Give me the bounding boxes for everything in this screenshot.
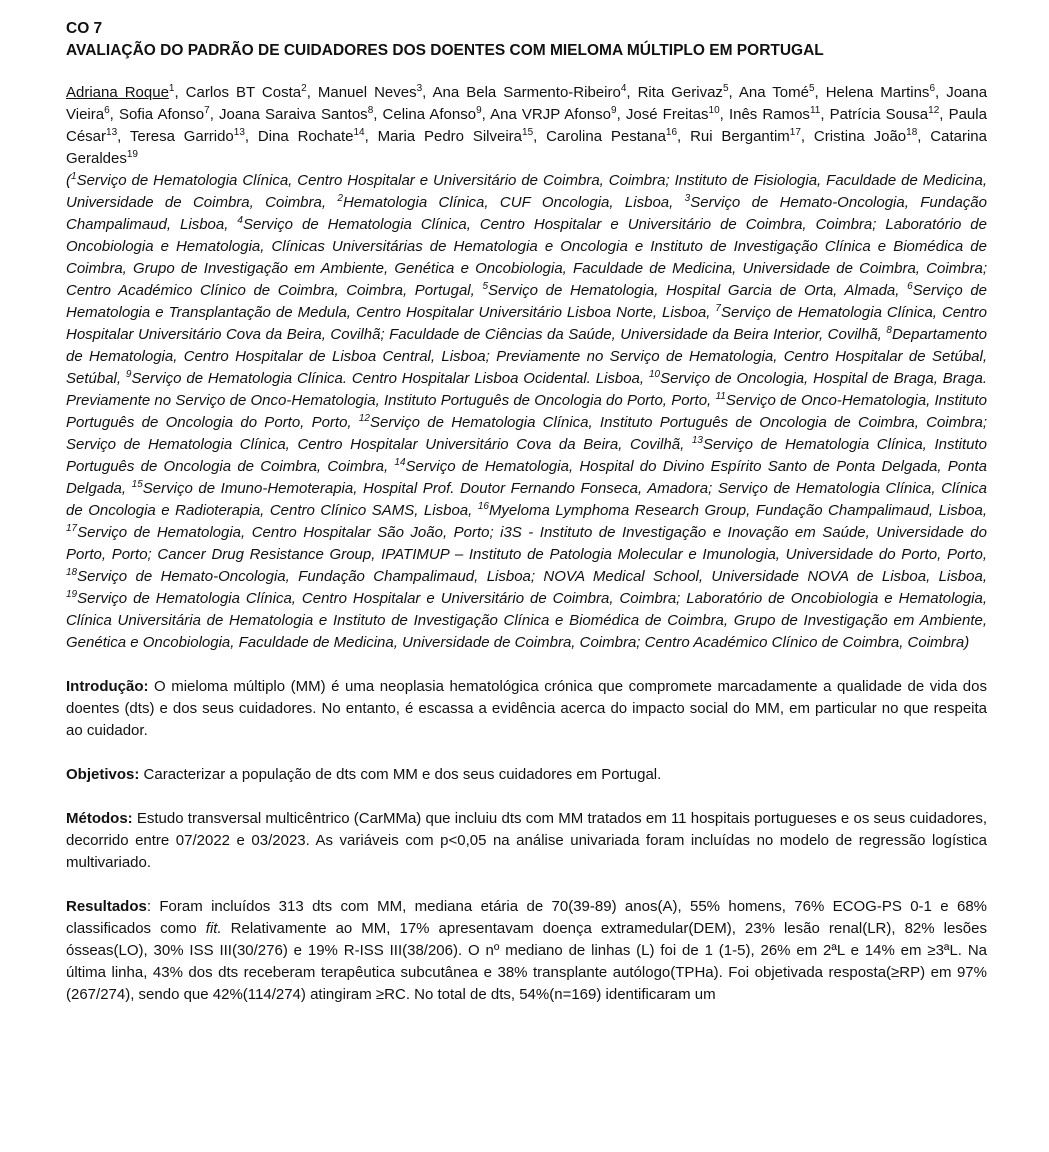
author-affiliation-number: 1 xyxy=(168,83,175,94)
affiliation-text: Serviço de Hematologia Clínica, Instituto Português de Oncologia de Coimbra, Coimbra; Serviço de Hematologia Clínica, Centro Hospitalar Universitário Cova da Beira, Covilhã, xyxy=(66,414,987,453)
affiliation-text: Serviço de Hematologia Clínica, Centro Hospitalar Universitário Cova da Beira, Covilhã; Faculdade de Ciências da Saúde, Universidade da Beira Interior, Covilhã, xyxy=(66,304,987,343)
author-name: Paula César xyxy=(66,106,987,145)
section-text: Caracterizar a população de dts com MM e dos seus cuidadores em Portugal. xyxy=(139,766,662,783)
author-affiliation-number: 19 xyxy=(126,149,138,160)
affiliation-number: 4 xyxy=(237,215,243,226)
author-name: Dina Rochate xyxy=(257,128,354,145)
author-affiliation-number: 10 xyxy=(708,105,720,116)
affiliation-text: Serviço de Hematologia, Centro Hospitalar São João, Porto; i3S - Instituto de Investigação e Inovação em Saúde, Universidade do Porto, Porto; Cancer Drug Resistance Group, IPATIMUP – Instituto de Patologia Molecular e Imunologia, Universidade do Porto, Porto, xyxy=(66,524,987,563)
affiliation-number: 9 xyxy=(125,369,132,380)
section-methods xyxy=(66,808,987,874)
section-text: : Foram incluídos 313 dts com MM, mediana etária de 70(39-89) anos(A), 55% homens, 76% ECOG-PS 0-1 e 68% classificados como xyxy=(66,898,987,937)
author-affiliation-number: 17 xyxy=(789,127,801,138)
author-name: Maria Pedro Silveira xyxy=(377,128,523,145)
author-affiliation-number: 5 xyxy=(808,83,815,94)
author-affiliation-number: 2 xyxy=(301,83,307,94)
affiliation-number: 18 xyxy=(66,567,78,578)
author-affiliation-number: 18 xyxy=(906,127,918,138)
affiliation-number: 7 xyxy=(715,303,721,314)
affiliation-number: 5 xyxy=(482,281,488,292)
affiliation-text: Serviço de Onco-Hematologia, Instituto Português de Oncologia do Porto, Porto, xyxy=(66,392,987,431)
author-name: Ana VRJP Afonso xyxy=(490,106,611,123)
author-affiliation-number: 6 xyxy=(929,83,935,94)
author-name: Carlos BT Costa xyxy=(185,84,302,101)
affiliation-text: Serviço de Hematologia e Transplantação de Medula, Centro Hospitalar Universitário Lisboa Norte, Lisboa, xyxy=(66,282,987,321)
author-affiliation-number: 15 xyxy=(522,127,534,138)
author-affiliation-number: 13 xyxy=(233,127,245,138)
section-label: Introdução: xyxy=(66,678,149,695)
section-label: Métodos: xyxy=(66,810,133,827)
author-name: Catarina Geraldes xyxy=(66,128,987,167)
affiliation-text: Serviço de Hematologia, Hospital do Divino Espírito Santo de Ponta Delgada, Ponta Delgada, xyxy=(66,458,987,497)
affiliation-number: 1 xyxy=(71,171,77,182)
author-list: Adriana Roque$^1$, Carlos BT Costa$^2$, Manuel Neves$^3$, Ana Bela Sarmento-Ribeiro$^4$, Rita Gerivaz$^5$, Ana Tomé$^5$, Helena Martins$^6$, Joana Vieira$^6$, Sofia Afonso$^7$, Joana Saraiva Santos$^8$, Celina Afonso$^9$, Ana VRJP Afonso$^9$, José Freitas$^{10}$, Inês Ramos$^{11}$, Patrícia Sousa$^{12}$, Paula César$^{13}$, Teresa Garrido$^{13}$, Dina Rochate$^{14}$, Maria Pedro Silveira$^{15}$, Carolina Pestana$^{16}$, Rui Bergantim$^{17}$, Cristina João$^{18}$, Catarina Geraldes$^{19}$ xyxy=(66,83,988,167)
author-name: Teresa Garrido xyxy=(129,128,234,145)
author-name: Ana Tomé xyxy=(738,84,809,101)
author-name: José Freitas xyxy=(625,106,709,123)
section-text: Relativamente ao MM, 17% apresentavam doença extramedular(DEM), 23% lesão renal(LR), 82% lesões ósseas(LO), 30% ISS III(30/276) e 19% R-ISS III(38/206). O nº mediano de linhas (L) foi de 1 (1-5), 26% em 2ªL e 14% em ≥3ªL. Na última linha, 43% dos dts receberam terapêutica subcutânea e 38% transplante autólogo(TPHa). Foi objetivada resposta(≥RP) em 97%(267/274), sendo que 42%(114/274) atingiram ≥RC. No total de dts, 54%(n=169) identificaram um xyxy=(66,920,987,1003)
affiliation-number: 10 xyxy=(648,369,661,380)
affiliation-text: Serviço de Oncologia, Hospital de Braga, Braga. Previamente no Serviço de Onco-Hematologia, Instituto Português de Oncologia do Porto, Porto, xyxy=(66,370,987,409)
author-name: Rui Bergantim xyxy=(690,128,790,145)
author-affiliation-number: 14 xyxy=(353,127,365,138)
section-text: Estudo transversal multicêntrico (CarMMa) que incluiu dts com MM tratados em 11 hospitais portugueses e os seus cuidadores, decorrido entre 07/2022 e 03/2023. As variáveis com p<0,05 na análise univariada foram incluídas no modelo de regressão logística multivariado. xyxy=(66,810,987,871)
section-label: Resultados xyxy=(66,898,147,915)
affiliation-text: Departamento de Hematologia, Centro Hospitalar de Lisboa Central, Lisboa; Previamente no Serviço de Hematologia, Centro Hospitalar de Setúbal, Setúbal, xyxy=(66,326,987,387)
affiliation-text: Serviço de Hematologia Clínica, Centro Hospitalar e Universitário de Coimbra, Coimbra; Laboratório de Oncobiologia e Hematologia, Clínica Universitária de Hematologia e Instituto de Investigação Clínica e Biomédica de Coimbra, Grupo de Investigação em Ambiente, Genética e Oncobiologia, Faculdade de Medicina, Universidade de Coimbra, Coimbra; Centro Académico Clínico de Coimbra, Coimbra xyxy=(66,590,987,651)
affiliation-number: 8 xyxy=(886,325,892,336)
abstract-title: AVALIAÇÃO DO PADRÃO DE CUIDADORES DOS DOENTES COM MIELOMA MÚLTIPLO EM PORTUGAL xyxy=(66,42,824,59)
affiliation-number: 6 xyxy=(907,281,913,292)
author-affiliation-number: 4 xyxy=(620,83,627,94)
affiliation-text: Myeloma Lymphoma Research Group, Fundação Champalimaud, Lisboa, xyxy=(488,502,987,519)
author-affiliation-number: 3 xyxy=(416,83,423,94)
author-name: Rita Gerivaz xyxy=(637,84,723,101)
author-name: Ana Bela Sarmento-Ribeiro xyxy=(432,84,621,101)
affiliation-text: Serviço de Hematologia, Hospital Garcia de Orta, Almada, xyxy=(488,282,908,299)
affiliation-number: 16 xyxy=(477,501,489,512)
affiliation-number: 2 xyxy=(337,193,343,204)
author-affiliation-number: 6 xyxy=(104,105,110,116)
affiliation-text: Serviço de Hemato-Oncologia, Fundação Champalimaud, Lisboa; NOVA Medical School, Universidade NOVA de Lisboa, Lisboa, xyxy=(77,568,987,585)
author-name: Joana Saraiva Santos xyxy=(219,106,368,123)
affiliation-number: 17 xyxy=(66,523,78,534)
abstract-code: CO 7 xyxy=(66,20,103,37)
affiliation-close-paren: ) xyxy=(964,634,970,651)
affiliation-number: 11 xyxy=(715,391,726,402)
affiliation-number: 14 xyxy=(394,457,406,468)
author-name: Carolina Pestana xyxy=(546,128,666,145)
author-name: Sofia Afonso xyxy=(118,106,205,123)
section-label: Objetivos: xyxy=(66,766,140,783)
affiliation-number: 3 xyxy=(684,193,691,204)
author-name: Inês Ramos xyxy=(728,106,810,123)
author-affiliation-number: 16 xyxy=(665,127,678,138)
section-text: O mieloma múltiplo (MM) é uma neoplasia hematológica crónica que compromete marcadamente a qualidade de vida dos doentes (dts) e dos seus cuidadores. No entanto, é escassa a evidência acerca do impacto social do MM, em particular no que respeita ao cuidador. xyxy=(66,678,987,739)
affiliation-text: Serviço de Hemato-Oncologia, Fundação Champalimaud, Lisboa, xyxy=(66,194,987,233)
author-name: Celina Afonso xyxy=(382,106,477,123)
author-affiliation-number: 11 xyxy=(809,105,821,116)
author-affiliation-number: 7 xyxy=(204,105,210,116)
author-affiliation-number: 5 xyxy=(722,83,729,94)
affiliation-number: 19 xyxy=(66,589,78,600)
affiliation-open-paren: ( xyxy=(66,172,71,189)
author-affiliation-number: 12 xyxy=(928,105,940,116)
author-name: Manuel Neves xyxy=(317,84,417,101)
section-introduction xyxy=(66,676,987,742)
author-affiliation-number: 9 xyxy=(611,105,617,116)
affiliation-text: Serviço de Hematologia Clínica, Centro Hospitalar e Universitário de Coimbra, Coimbra; Laboratório de Oncobiologia e Hematologia, Clínicas Universitárias de Hematologia e Oncologia e Instituto de Investigação Clínica e Biomédica de Coimbra, Grupo de Investigação em Ambiente, Genética e Oncobiologia, Faculdade de Medicina, Universidade de Coimbra, Coimbra; Centro Académico Clínico de Coimbra, Coimbra, Portugal, xyxy=(66,216,987,299)
author-name: Adriana Roque xyxy=(66,84,169,101)
section-text-italic: fit. xyxy=(205,920,222,937)
author-affiliation-number: 8 xyxy=(367,105,374,116)
author-affiliation-number: 9 xyxy=(476,105,482,116)
affiliation-number: 13 xyxy=(691,435,703,446)
affiliation-text: Serviço de Hematologia Clínica, Centro Hospitalar e Universitário de Coimbra, Coimbra; Instituto de Fisiologia, Faculdade de Medicina, Universidade de Coimbra, Coimbra, xyxy=(66,172,987,211)
affiliation-text: Serviço de Hematologia Clínica, Instituto Português de Oncologia de Coimbra, Coimbra, xyxy=(66,436,987,475)
author-name: Cristina João xyxy=(813,128,907,145)
author-name: Patrícia Sousa xyxy=(829,106,929,123)
author-name: Joana Vieira xyxy=(66,84,988,123)
affiliation-text: Serviço de Imuno-Hemoterapia, Hospital Prof. Doutor Fernando Fonseca, Amadora; Serviço de Hematologia Clínica, Clínica de Oncologia e Radioterapia, Centro Clínico SAMS, Lisboa, xyxy=(66,480,987,519)
section-objectives xyxy=(66,764,987,786)
author-name: Helena Martins xyxy=(825,84,930,101)
section-results xyxy=(66,896,987,1006)
affiliation-number: 12 xyxy=(358,413,370,424)
affiliation-list xyxy=(66,170,987,654)
affiliation-number: 15 xyxy=(131,479,143,490)
author-affiliation-number: 13 xyxy=(106,127,118,138)
affiliation-text: Serviço de Hematologia Clínica. Centro Hospitalar Lisboa Ocidental. Lisboa, xyxy=(131,370,649,387)
affiliation-text: Hematologia Clínica, CUF Oncologia, Lisboa, xyxy=(342,194,685,211)
